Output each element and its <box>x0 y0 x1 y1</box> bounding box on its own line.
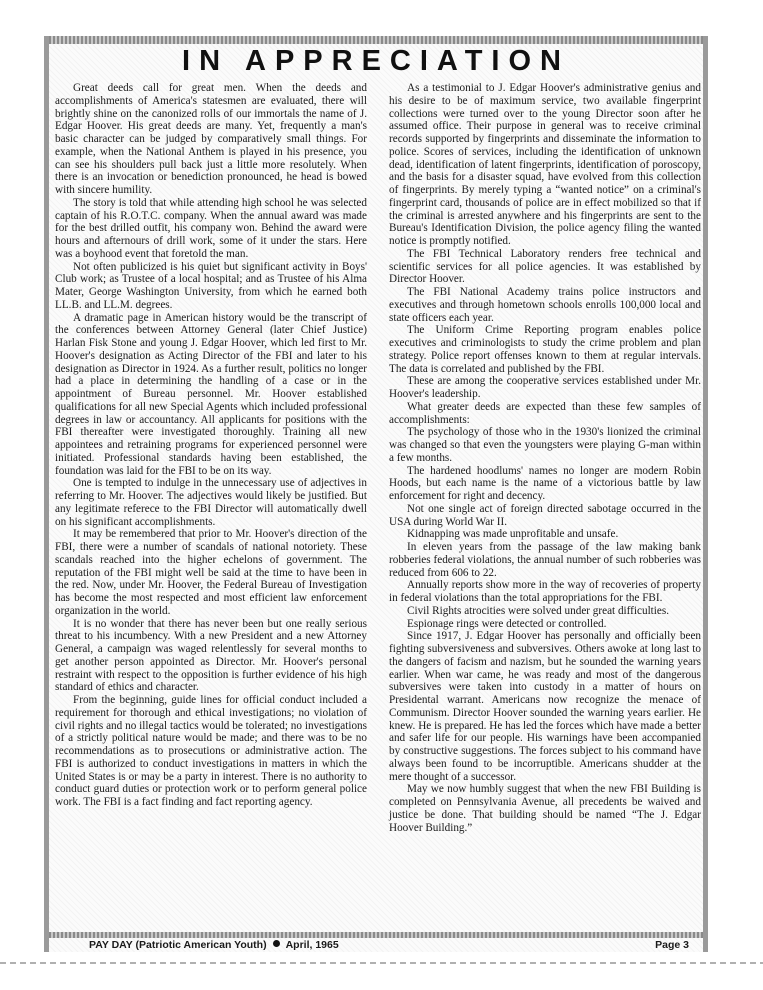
page-title: IN APPRECIATION <box>182 45 570 77</box>
paragraph: Not one single act of foreign directed sabotage occurred in the USA during World War II. <box>389 502 701 528</box>
page-number: Page 3 <box>655 939 689 951</box>
paragraph: The psychology of those who in the 1930's lionized the criminal was changed so that even the youngsters were playing G-man within a few months. <box>389 426 701 464</box>
paragraph: The story is told that while attending high school he was selected captain of his R.O.T.C. company. When the annual award was made for the best drilled outfit, his company won. Behind the award were hours and afternours of drill work, some of it under the stars. Here was a boyhood event that foretold the man. <box>55 196 367 260</box>
bullet-icon <box>273 940 280 947</box>
paragraph: One is tempted to indulge in the unnecessary use of adjectives in referring to Mr. Hoover. The adjectives would likely be justified. But any legitimate referece to the FBI Director will automatically dwell on his significant accomplishments. <box>55 477 367 528</box>
paragraph: The FBI National Academy trains police instructors and executives and through hometown schools enrolls 100,000 local and state officers each year. <box>389 286 701 324</box>
paragraph: Civil Rights atrocities were solved under great difficulties. <box>407 604 670 617</box>
scan-edge-divider <box>0 962 763 964</box>
paragraph: May we now humbly suggest that when the new FBI Building is completed on Pennsylvania Avenue, all precedents be waived and justice be done. That building should be named “The J. Edgar Hoover Building.” <box>389 783 701 834</box>
paragraph: In eleven years from the passage of the law making bank robberies federal violations, the annual number of such robberies was reduced from 606 to 22. <box>389 541 701 579</box>
document-page <box>44 36 708 952</box>
paragraph: The hardened hoodlums' names no longer are modern Robin Hoods, but each name is the name of a victorious battle by law enforcement for right and decency. <box>389 464 701 502</box>
right-column <box>389 82 701 834</box>
footer-publication <box>89 938 339 952</box>
paragraph: As a testimonial to J. Edgar Hoover's administrative genius and his desire to be of maximum service, two available fingerprint collections were turned over to the young Director soon after he assumed office. Their purpose in general was to receive criminal records supported by fingerprints and disseminate the information to police. Scores of services, including the identification of unknown dead, identification of latent fingerprints, identification of poroscopy, and the basis for a disaster squad, have evolved from this collection of fingerprints. By merely typing a “wanted notice” on a criminal's fingerprint card, thousands of police are in effect mobilized so that if the criminal is arrested anywhere and his fingerprints are sent to the Bureau's Identification Division, the police agency filing the wanted notice is promptly notified. <box>389 82 701 247</box>
page-footer <box>89 938 693 952</box>
paragraph: The FBI Technical Laboratory renders free technical and scientific services for all police agencies. It was established by Director Hoover. <box>389 247 701 286</box>
publication-name: PAY DAY (Patriotic American Youth) <box>89 939 267 951</box>
paragraph: Great deeds call for great men. When the deeds and accomplishments of America's statesmen are evaluated, there will brightly shine on the canonized rolls of our immortals the name of J. Edgar Hoover. His great deeds are many. Yet, frequently a man's basic character can be judged by comparatively small things. For example, when the National Anthem is played in his presence, you can see his shoulders pull back just a little more resolutely. When there is an invocation or benediction pronounced, he head is bowed with sincere humility. <box>55 82 367 196</box>
paragraph: Annually reports show more in the way of recoveries of property in federal violations than the total appropriations for the FBI. <box>389 579 701 604</box>
paragraph: These are among the cooperative services established under Mr. Hoover's leadership. <box>389 375 701 400</box>
paragraph: From the beginning, guide lines for official conduct included a requirement for thorough and ethical investigations; no violation of civil rights and no illegal tactics would be tolerated; no investigations of a strictly political nature would be made; and there was to be no recommendations as to prosecutions or administrative action. The FBI is authorized to conduct investigations in matters in which the United States is or may be a party in interest. There is no authority to conduct guard duties or protection work or to perform general police work. The FBI is a fact finding and fact reporting agency. <box>55 694 367 808</box>
paragraph: A dramatic page in American history would be the transcript of the conferences between Attorney General (later Chief Justice) Harlan Fisk Stone and young J. Edgar Hoover, which led first to Mr. Hoover's designation as Acting Director of the FBI and later to his designation as Director in 1924. As a further result, politics no longer had a place in determining the handling of a case or in the appointment of Bureau personnel. Mr. Hoover established qualifications for all new Special Agents which included professional degrees in law or accountancy. All applicants for positions with the FBI thereafter were investigated thoroughly. Training all new appointees and retraining programs for experienced personnel were initiated. Professional standards having been established, the foundation was laid for the FBI to be on its way. <box>55 311 367 477</box>
paragraph: It is no wonder that there has never been but one really serious threat to his incumbency. With a new President and a new Attorney General, a campaign was waged relentlessly for several months to get another person appointed as Director. Mr. Hoover's personal restraint with respect to the opposition is further evidence of his high standard of ethics and character. <box>55 617 367 694</box>
paragraph: What greater deeds are expected than these few samples of accomplishments: <box>389 400 701 426</box>
paragraph: The Uniform Crime Reporting program enables police executives and criminologists to study the crime problem and plan strategy. Police report offenses known to them at regular intervals. The data is correlated and published by the FBI. <box>389 324 701 375</box>
paragraph: Espionage rings were detected or controlled. <box>407 617 607 630</box>
publication-date: April, 1965 <box>285 939 339 951</box>
paragraph: Since 1917, J. Edgar Hoover has personally and officially been fighting subversiveness and subversives. Others awoke at long last to the dangers of facism and nazism, but he sounded the warning years earlier. When war came, he was ready and most of the dangerous subversives were taken into custody in a matter of hours on Presidental warrant. Americans now recognize the menace of Communism. Director Hoover sounded the warning years earlier. He knew. He is prepared. He has led the forces which have made a better and safer life for our people. His warnings have been accompanied by constructive suggestions. The forces subject to his command have always been found to be incorruptible. Americans shudder at the mere thought of a successor. <box>389 630 701 783</box>
header-rule <box>49 36 703 44</box>
paragraph: Not often publicized is his quiet but significant activity in Boys' Club work; as Trustee of a local hospital; and as Trustee of his Alma Mater, George Washington University, from which he earned both LL.B. and LL.M. degrees. <box>55 260 367 311</box>
left-column <box>55 82 367 809</box>
paragraph: It may be remembered that prior to Mr. Hoover's direction of the FBI, there were a number of scandals of national notoriety. These scandals reached into the higher echelons of government. The reputation of the FBI might well be said at the time to have been in the red. Now, under Mr. Hoover, the Federal Bureau of Investigation has become the most respected and most efficient law enforcement organization in the world. <box>55 528 367 617</box>
paragraph: Kidnapping was made unprofitable and unsafe. <box>407 528 619 541</box>
